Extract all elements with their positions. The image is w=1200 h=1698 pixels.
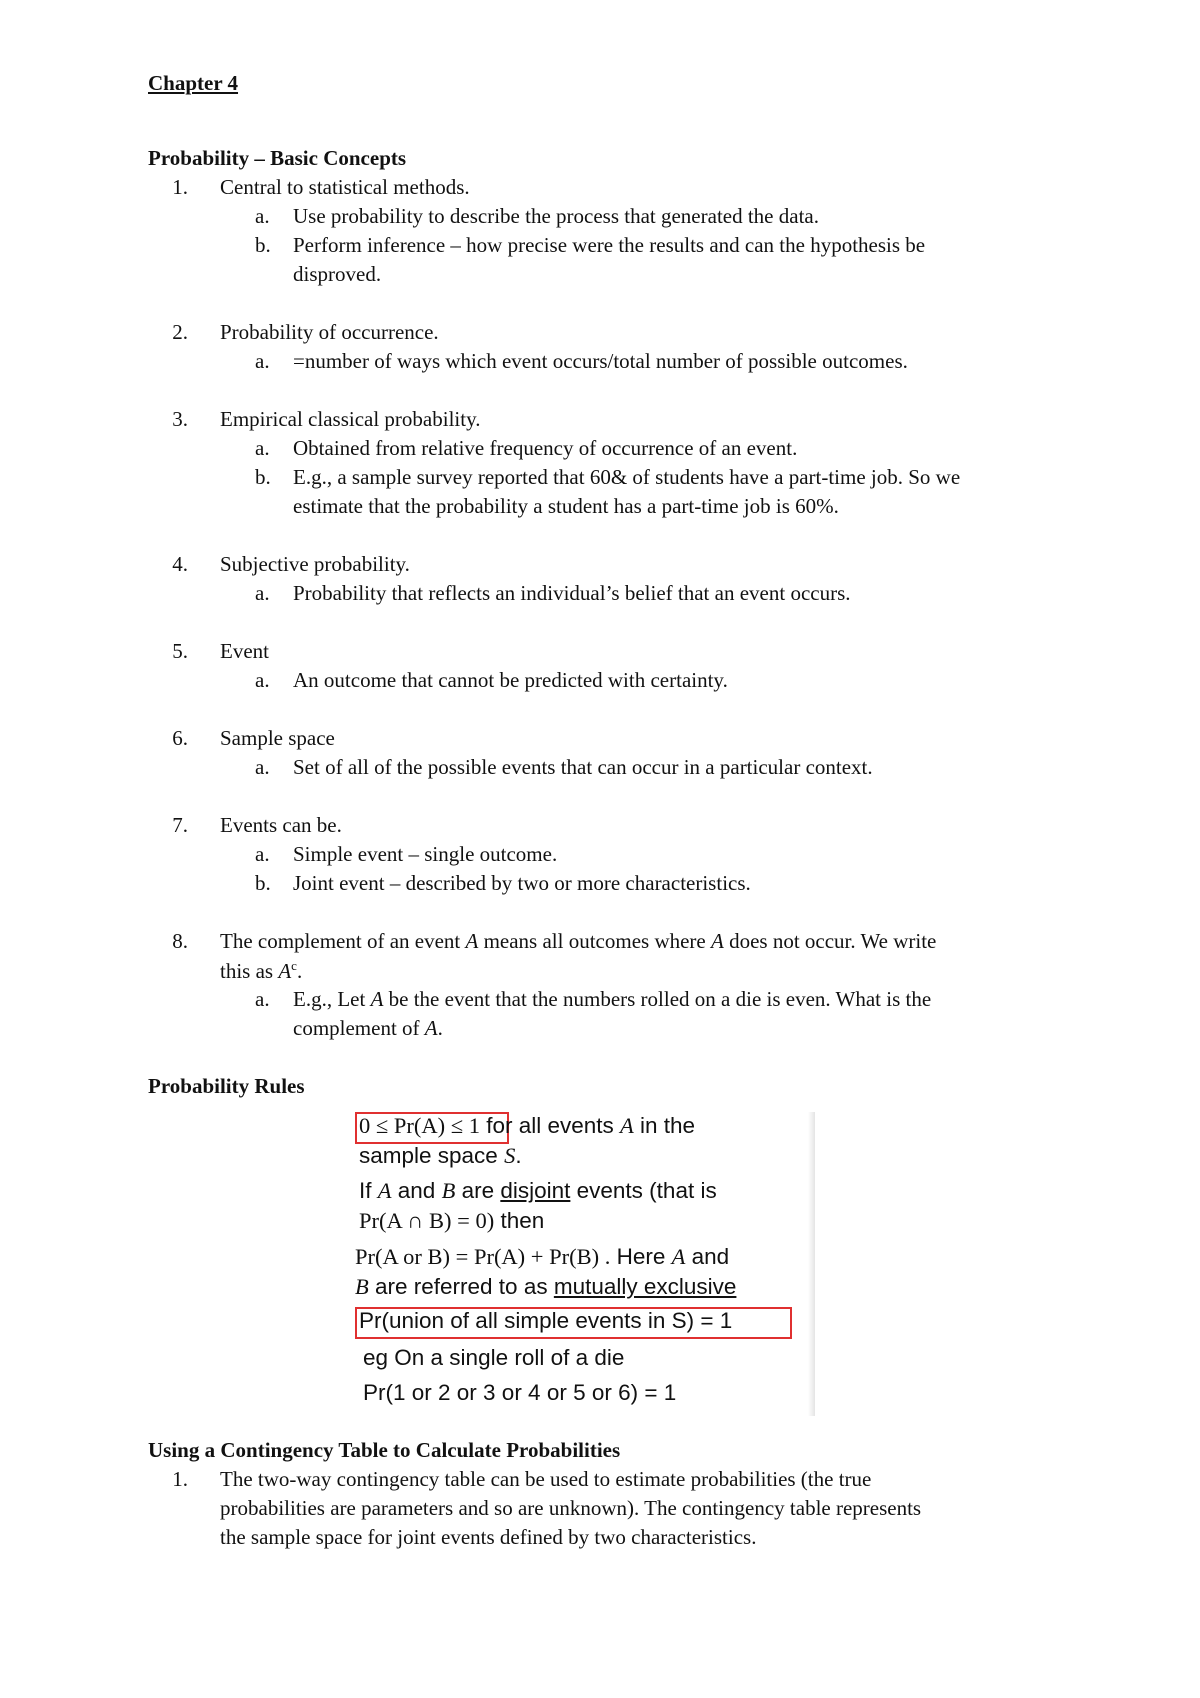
list-item-text: Sample space xyxy=(220,726,335,750)
sub-item-text: Perform inference – how precise were the results and can the hypothesis be xyxy=(293,233,926,257)
chapter-title: Chapter 4 xyxy=(148,71,239,95)
list-number: 7. xyxy=(172,813,188,837)
list-number: 4. xyxy=(172,552,188,576)
list-number: 5. xyxy=(172,639,188,663)
sub-letter: b. xyxy=(255,871,271,895)
sub-letter: a. xyxy=(255,204,270,228)
rule-line-7: Pr(union of all simple events in S) = 1 xyxy=(359,1308,733,1333)
list-number: 1. xyxy=(172,1467,188,1491)
list-number: 8. xyxy=(172,929,188,953)
list-number: 2. xyxy=(172,320,188,344)
sub-letter: a. xyxy=(255,581,270,605)
sub-item-text: Probability that reflects an individual’s belief that an event occurs. xyxy=(293,581,851,605)
list-item-text-continued: probabilities are parameters and so are unknown). The contingency table represents xyxy=(220,1496,922,1520)
sub-item-text: Simple event – single outcome. xyxy=(293,842,558,866)
list-number: 3. xyxy=(172,407,188,431)
sub-item-text-continued: complement of A. xyxy=(293,1016,443,1040)
list-item-text: Event xyxy=(220,639,269,663)
sub-item-text: =number of ways which event occurs/total number of possible outcomes. xyxy=(293,349,908,373)
list-item-text: The complement of an event A means all outcomes where A does not occur. We write xyxy=(220,929,937,953)
sub-letter: a. xyxy=(255,987,270,1011)
list-item-text: Subjective probability. xyxy=(220,552,410,576)
sub-letter: b. xyxy=(255,233,271,257)
list-item-text: Probability of occurrence. xyxy=(220,320,439,344)
sub-item-text-continued: disproved. xyxy=(293,262,382,286)
rule-line-2: sample space S. xyxy=(359,1143,522,1168)
rule-line-1: 0 ≤ Pr(A) ≤ 1 for all events A in the xyxy=(359,1113,696,1138)
figure-edge-shadow xyxy=(808,1112,815,1416)
list-item-text-continued: this as $A^c$. xyxy=(220,958,303,983)
section-heading-basic-concepts: Probability – Basic Concepts xyxy=(148,146,407,170)
sub-item-text: E.g., Let A be the event that the numbers rolled on a die is even. What is the xyxy=(293,987,932,1011)
section-heading-contingency-table: Using a Contingency Table to Calculate Probabilities xyxy=(148,1438,621,1462)
sub-letter: a. xyxy=(255,755,270,779)
sub-letter: a. xyxy=(255,349,270,373)
section-heading-probability-rules: Probability Rules xyxy=(148,1074,305,1098)
sub-letter: a. xyxy=(255,668,270,692)
rule-line-5: Pr(A or B) = Pr(A) + Pr(B) . Here A and xyxy=(355,1244,730,1269)
rule-line-3: If A and B are disjoint events (that is xyxy=(359,1178,717,1203)
list-item-text: Central to statistical methods. xyxy=(220,175,470,199)
list-item-text-continued: the sample space for joint events defined by two characteristics. xyxy=(220,1525,757,1549)
sub-item-text: An outcome that cannot be predicted with certainty. xyxy=(293,668,728,692)
list-number: 1. xyxy=(172,175,188,199)
list-item-text: Events can be. xyxy=(220,813,342,837)
list-number: 6. xyxy=(172,726,188,750)
list-item-text: Empirical classical probability. xyxy=(220,407,481,431)
rule-line-4: Pr(A ∩ B) = 0) then xyxy=(359,1208,545,1233)
sub-letter: a. xyxy=(255,842,270,866)
sub-item-text: Obtained from relative frequency of occurrence of an event. xyxy=(293,436,798,460)
list-item-text: The two-way contingency table can be used to estimate probabilities (the true xyxy=(220,1467,872,1491)
sub-item-text: Use probability to describe the process that generated the data. xyxy=(293,204,819,228)
rule-line-6: B are referred to as mutually exclusive xyxy=(355,1274,737,1299)
sub-letter: a. xyxy=(255,436,270,460)
sub-letter: b. xyxy=(255,465,271,489)
sub-item-text: Joint event – described by two or more characteristics. xyxy=(293,871,751,895)
rule-line-9: Pr(1 or 2 or 3 or 4 or 5 or 6) = 1 xyxy=(363,1380,677,1405)
sub-item-text-continued: estimate that the probability a student has a part-time job is 60%. xyxy=(293,494,839,518)
probability-rules-figure xyxy=(355,1112,815,1416)
sub-item-text: Set of all of the possible events that can occur in a particular context. xyxy=(293,755,873,779)
rule-line-8: eg On a single roll of a die xyxy=(363,1345,625,1370)
sub-item-text: E.g., a sample survey reported that 60& of students have a part-time job. So we xyxy=(293,465,961,489)
